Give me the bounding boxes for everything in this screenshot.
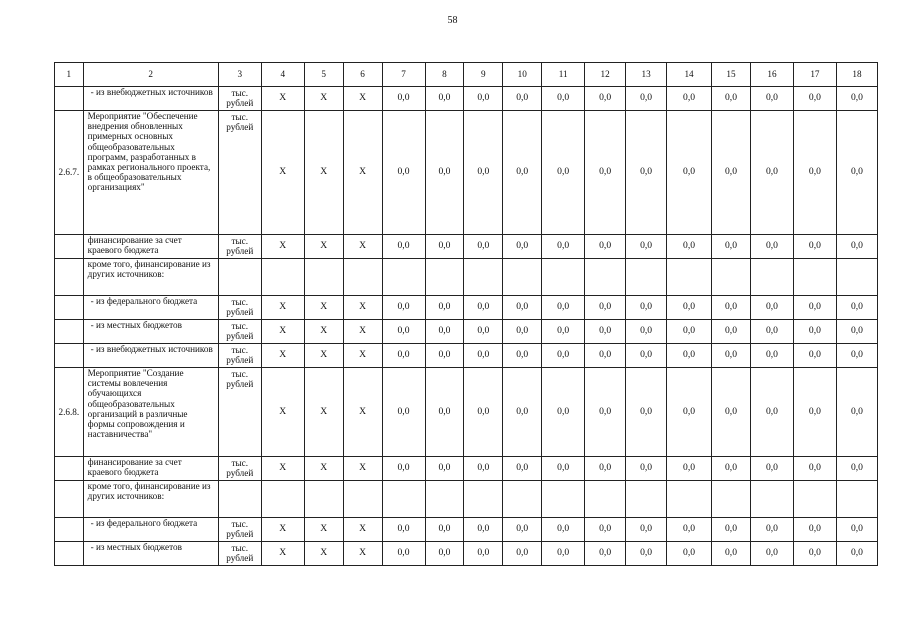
value-cell: 0,0 <box>626 542 667 566</box>
value-cell: 0,0 <box>793 235 836 259</box>
value-cell <box>667 259 712 296</box>
row-number: 2.6.8. <box>55 368 84 457</box>
value-cell: 0,0 <box>712 368 751 457</box>
value-cell: X <box>261 344 304 368</box>
value-cell: 0,0 <box>667 320 712 344</box>
page-number: 58 <box>447 15 458 26</box>
value-cell: 0,0 <box>425 235 464 259</box>
value-cell: 0,0 <box>503 235 542 259</box>
value-cell: 0,0 <box>626 320 667 344</box>
row-unit: тыс. рублей <box>218 320 261 344</box>
value-cell: X <box>261 518 304 542</box>
value-cell: 0,0 <box>425 344 464 368</box>
table-row <box>55 87 878 111</box>
value-cell: 0,0 <box>464 518 503 542</box>
budget-table <box>54 62 878 566</box>
value-cell: X <box>343 368 382 457</box>
value-cell <box>836 259 877 296</box>
value-cell: 0,0 <box>836 87 877 111</box>
column-header-6: 6 <box>343 63 382 87</box>
value-cell: 0,0 <box>425 111 464 235</box>
row-name: кроме того, финансирование из других источников: <box>83 259 218 296</box>
row-number: 2.6.7. <box>55 111 84 235</box>
value-cell: X <box>343 542 382 566</box>
value-cell: 0,0 <box>425 296 464 320</box>
value-cell <box>793 481 836 518</box>
row-number <box>55 457 84 481</box>
value-cell: 0,0 <box>750 518 793 542</box>
value-cell <box>425 259 464 296</box>
value-cell: 0,0 <box>712 518 751 542</box>
value-cell: 0,0 <box>382 344 425 368</box>
value-cell: 0,0 <box>382 87 425 111</box>
value-cell: 0,0 <box>667 235 712 259</box>
value-cell: X <box>304 87 343 111</box>
value-cell: 0,0 <box>425 542 464 566</box>
row-number <box>55 87 84 111</box>
value-cell: 0,0 <box>793 518 836 542</box>
value-cell: 0,0 <box>750 296 793 320</box>
value-cell: 0,0 <box>712 296 751 320</box>
row-name: Мероприятие "Обеспечение внедрения обновленных примерных основных общеобразовательных программ, разработанных в рамках регионального проекта, в общеобразовательных организациях" <box>83 111 218 235</box>
row-name: финансирование за счет краевого бюджета <box>83 457 218 481</box>
column-header-16: 16 <box>750 63 793 87</box>
value-cell: 0,0 <box>712 542 751 566</box>
value-cell <box>626 481 667 518</box>
value-cell: 0,0 <box>793 87 836 111</box>
value-cell: 0,0 <box>382 296 425 320</box>
value-cell <box>464 481 503 518</box>
value-cell: 0,0 <box>836 457 877 481</box>
value-cell: 0,0 <box>425 368 464 457</box>
value-cell: 0,0 <box>836 296 877 320</box>
row-unit: тыс. рублей <box>218 542 261 566</box>
row-number <box>55 481 84 518</box>
table-row <box>55 481 878 518</box>
value-cell: 0,0 <box>382 368 425 457</box>
value-cell: 0,0 <box>836 368 877 457</box>
value-cell: 0,0 <box>464 87 503 111</box>
value-cell: X <box>261 296 304 320</box>
value-cell <box>304 481 343 518</box>
value-cell: X <box>343 87 382 111</box>
row-unit <box>218 481 261 518</box>
value-cell: 0,0 <box>382 235 425 259</box>
value-cell: 0,0 <box>750 344 793 368</box>
row-unit: тыс. рублей <box>218 87 261 111</box>
value-cell: 0,0 <box>464 457 503 481</box>
header-row <box>55 63 878 87</box>
value-cell <box>261 481 304 518</box>
value-cell: X <box>304 235 343 259</box>
value-cell: 0,0 <box>382 542 425 566</box>
value-cell: 0,0 <box>503 296 542 320</box>
table-row <box>55 320 878 344</box>
value-cell: 0,0 <box>626 518 667 542</box>
column-header-9: 9 <box>464 63 503 87</box>
row-name: - из внебюджетных источников <box>83 87 218 111</box>
row-name: - из местных бюджетов <box>83 320 218 344</box>
value-cell <box>667 481 712 518</box>
value-cell <box>382 259 425 296</box>
row-number <box>55 320 84 344</box>
column-header-12: 12 <box>585 63 626 87</box>
table-row <box>55 368 878 457</box>
value-cell: 0,0 <box>464 368 503 457</box>
table-row <box>55 235 878 259</box>
value-cell: X <box>261 87 304 111</box>
value-cell: X <box>343 344 382 368</box>
row-name: кроме того, финансирование из других источников: <box>83 481 218 518</box>
value-cell: 0,0 <box>836 518 877 542</box>
table-row <box>55 518 878 542</box>
value-cell <box>464 259 503 296</box>
value-cell: 0,0 <box>626 111 667 235</box>
value-cell: 0,0 <box>503 518 542 542</box>
value-cell: X <box>304 542 343 566</box>
column-header-18: 18 <box>836 63 877 87</box>
table-row <box>55 542 878 566</box>
value-cell: 0,0 <box>712 457 751 481</box>
value-cell: X <box>343 518 382 542</box>
value-cell: 0,0 <box>503 344 542 368</box>
row-name: - из местных бюджетов <box>83 542 218 566</box>
value-cell: 0,0 <box>542 296 585 320</box>
value-cell <box>750 259 793 296</box>
value-cell: 0,0 <box>585 518 626 542</box>
value-cell: 0,0 <box>464 344 503 368</box>
value-cell <box>712 259 751 296</box>
value-cell <box>425 481 464 518</box>
value-cell: 0,0 <box>712 111 751 235</box>
value-cell: 0,0 <box>793 320 836 344</box>
value-cell: 0,0 <box>542 457 585 481</box>
value-cell: X <box>304 368 343 457</box>
row-unit: тыс. рублей <box>218 235 261 259</box>
value-cell <box>626 259 667 296</box>
value-cell: 0,0 <box>667 542 712 566</box>
column-header-14: 14 <box>667 63 712 87</box>
value-cell: 0,0 <box>793 457 836 481</box>
value-cell: 0,0 <box>667 368 712 457</box>
value-cell: 0,0 <box>585 457 626 481</box>
value-cell: X <box>261 111 304 235</box>
value-cell: X <box>261 320 304 344</box>
value-cell: X <box>261 542 304 566</box>
value-cell: 0,0 <box>585 344 626 368</box>
value-cell: 0,0 <box>425 320 464 344</box>
value-cell <box>503 481 542 518</box>
value-cell: X <box>343 111 382 235</box>
value-cell: 0,0 <box>542 320 585 344</box>
value-cell: 0,0 <box>712 344 751 368</box>
value-cell <box>343 259 382 296</box>
value-cell: 0,0 <box>626 87 667 111</box>
value-cell: 0,0 <box>667 111 712 235</box>
value-cell <box>343 481 382 518</box>
value-cell <box>304 259 343 296</box>
value-cell <box>382 481 425 518</box>
column-header-15: 15 <box>712 63 751 87</box>
value-cell: 0,0 <box>503 457 542 481</box>
value-cell: 0,0 <box>464 111 503 235</box>
value-cell: 0,0 <box>503 87 542 111</box>
value-cell: 0,0 <box>667 296 712 320</box>
value-cell: 0,0 <box>464 320 503 344</box>
value-cell: 0,0 <box>382 518 425 542</box>
value-cell: 0,0 <box>750 235 793 259</box>
value-cell: 0,0 <box>750 320 793 344</box>
value-cell: X <box>343 320 382 344</box>
value-cell <box>712 481 751 518</box>
value-cell: 0,0 <box>382 457 425 481</box>
value-cell <box>750 481 793 518</box>
value-cell <box>793 259 836 296</box>
row-unit: тыс. рублей <box>218 296 261 320</box>
value-cell: 0,0 <box>626 235 667 259</box>
row-unit: тыс. рублей <box>218 368 261 457</box>
table-row <box>55 296 878 320</box>
value-cell: 0,0 <box>667 344 712 368</box>
row-name: - из внебюджетных источников <box>83 344 218 368</box>
value-cell: 0,0 <box>425 518 464 542</box>
value-cell: 0,0 <box>836 320 877 344</box>
value-cell: 0,0 <box>750 368 793 457</box>
column-header-10: 10 <box>503 63 542 87</box>
value-cell <box>503 259 542 296</box>
value-cell: 0,0 <box>836 235 877 259</box>
row-number <box>55 344 84 368</box>
value-cell: 0,0 <box>542 87 585 111</box>
column-header-5: 5 <box>304 63 343 87</box>
value-cell: 0,0 <box>750 542 793 566</box>
value-cell: 0,0 <box>503 320 542 344</box>
value-cell: X <box>304 111 343 235</box>
row-unit: тыс. рублей <box>218 518 261 542</box>
value-cell <box>836 481 877 518</box>
value-cell: 0,0 <box>585 320 626 344</box>
value-cell: 0,0 <box>793 296 836 320</box>
column-header-13: 13 <box>626 63 667 87</box>
value-cell <box>585 481 626 518</box>
value-cell <box>261 259 304 296</box>
value-cell: 0,0 <box>750 111 793 235</box>
value-cell: 0,0 <box>585 235 626 259</box>
column-header-17: 17 <box>793 63 836 87</box>
value-cell: 0,0 <box>585 368 626 457</box>
value-cell: 0,0 <box>836 111 877 235</box>
row-unit <box>218 259 261 296</box>
value-cell: X <box>343 296 382 320</box>
value-cell: 0,0 <box>425 87 464 111</box>
column-header-4: 4 <box>261 63 304 87</box>
value-cell <box>542 481 585 518</box>
row-unit: тыс. рублей <box>218 344 261 368</box>
row-unit: тыс. рублей <box>218 457 261 481</box>
value-cell: 0,0 <box>542 518 585 542</box>
column-header-8: 8 <box>425 63 464 87</box>
row-unit: тыс. рублей <box>218 111 261 235</box>
value-cell: 0,0 <box>667 518 712 542</box>
value-cell: 0,0 <box>793 344 836 368</box>
value-cell: X <box>304 518 343 542</box>
row-name: - из федерального бюджета <box>83 518 218 542</box>
value-cell: 0,0 <box>667 457 712 481</box>
value-cell: X <box>304 320 343 344</box>
column-header-2: 2 <box>83 63 218 87</box>
value-cell: 0,0 <box>750 87 793 111</box>
table-row <box>55 344 878 368</box>
value-cell: 0,0 <box>542 542 585 566</box>
column-header-1: 1 <box>55 63 84 87</box>
value-cell: 0,0 <box>382 111 425 235</box>
value-cell: 0,0 <box>712 320 751 344</box>
value-cell: 0,0 <box>712 87 751 111</box>
value-cell: 0,0 <box>542 368 585 457</box>
value-cell: 0,0 <box>425 457 464 481</box>
value-cell: 0,0 <box>542 344 585 368</box>
row-name: - из федерального бюджета <box>83 296 218 320</box>
value-cell: X <box>304 344 343 368</box>
value-cell: 0,0 <box>542 235 585 259</box>
value-cell: X <box>261 235 304 259</box>
value-cell: 0,0 <box>793 542 836 566</box>
value-cell: 0,0 <box>585 87 626 111</box>
value-cell: 0,0 <box>836 344 877 368</box>
value-cell: 0,0 <box>667 87 712 111</box>
value-cell: 0,0 <box>793 111 836 235</box>
value-cell: 0,0 <box>585 296 626 320</box>
value-cell: X <box>343 235 382 259</box>
value-cell: 0,0 <box>626 296 667 320</box>
value-cell: 0,0 <box>503 542 542 566</box>
column-header-7: 7 <box>382 63 425 87</box>
row-number <box>55 296 84 320</box>
value-cell: 0,0 <box>464 235 503 259</box>
value-cell: 0,0 <box>793 368 836 457</box>
column-header-3: 3 <box>218 63 261 87</box>
row-name: финансирование за счет краевого бюджета <box>83 235 218 259</box>
value-cell: 0,0 <box>626 457 667 481</box>
column-header-11: 11 <box>542 63 585 87</box>
value-cell: 0,0 <box>464 542 503 566</box>
value-cell: 0,0 <box>712 235 751 259</box>
value-cell: 0,0 <box>464 296 503 320</box>
value-cell: 0,0 <box>750 457 793 481</box>
table-row <box>55 111 878 235</box>
value-cell: 0,0 <box>626 368 667 457</box>
row-number <box>55 235 84 259</box>
row-name: Мероприятие "Создание системы вовлечения обучающихся общеобразовательных организаций в различные формы сопровождения и наставничества" <box>83 368 218 457</box>
table-row <box>55 259 878 296</box>
row-number <box>55 542 84 566</box>
value-cell: 0,0 <box>503 368 542 457</box>
value-cell: 0,0 <box>503 111 542 235</box>
value-cell: X <box>304 296 343 320</box>
row-number <box>55 259 84 296</box>
value-cell: 0,0 <box>382 320 425 344</box>
value-cell <box>542 259 585 296</box>
value-cell: 0,0 <box>836 542 877 566</box>
value-cell: X <box>304 457 343 481</box>
value-cell: 0,0 <box>585 542 626 566</box>
value-cell: X <box>261 457 304 481</box>
value-cell: X <box>261 368 304 457</box>
row-number <box>55 518 84 542</box>
value-cell: 0,0 <box>542 111 585 235</box>
table-row <box>55 457 878 481</box>
value-cell: X <box>343 457 382 481</box>
value-cell <box>585 259 626 296</box>
value-cell: 0,0 <box>626 344 667 368</box>
value-cell: 0,0 <box>585 111 626 235</box>
